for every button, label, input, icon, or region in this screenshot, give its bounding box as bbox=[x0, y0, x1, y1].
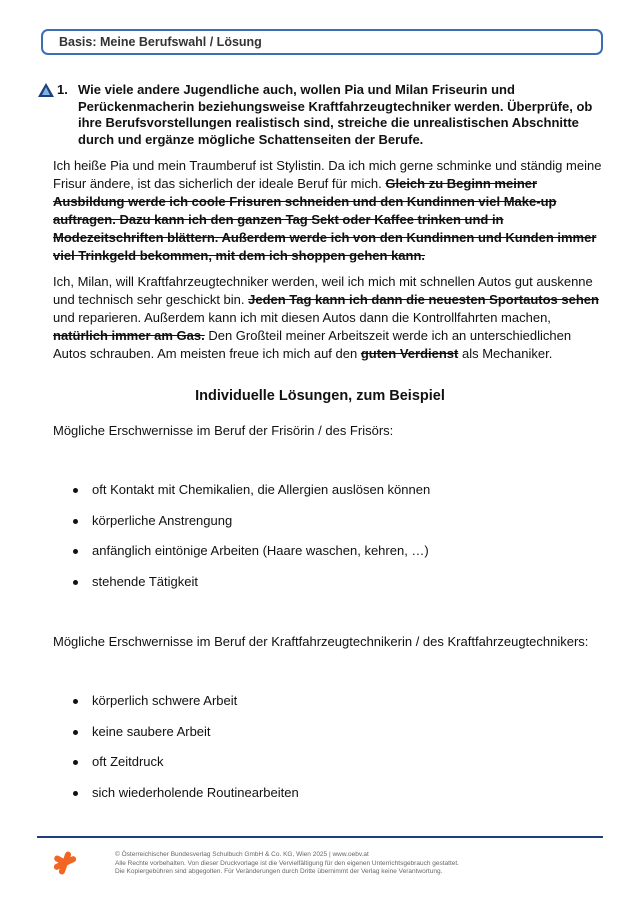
list-item bbox=[73, 513, 430, 544]
footer-line-2: Alle Rechte vorbehalten. Von dieser Druckvorlage ist die Vervielfältigung für den eigenen Unterrichtsgebrauch gestattet. bbox=[115, 859, 459, 867]
list-item bbox=[73, 785, 299, 816]
struck-text: Gleich zu Beginn meiner Ausbildung werde ich coole Frisuren schneiden und den Kundinnen viel Make-up auftragen. Dazu kann ich den ganzen Tag Sekt oder Kaffee trinken und in Modezeitschriften blättern. Außerdem werde ich von den Kundinnen und Kunden immer viel Trinkgeld bekommen, mit dem ich shoppen gehen kann. bbox=[53, 176, 597, 263]
paragraph-milan bbox=[53, 273, 603, 363]
list-item-text: keine saubere Arbeit bbox=[92, 723, 211, 739]
struck-text: Jeden Tag kann ich dann die neuesten Sportautos sehen bbox=[248, 292, 599, 307]
paragraph-text: und reparieren. Außerdem kann ich mit diesen Autos dann die Kontrollfahrten machen, bbox=[53, 310, 551, 325]
header-box bbox=[41, 29, 603, 55]
paragraph-text: Ich heiße Pia und mein Traumberuf ist Stylistin. Da ich mich gerne schminke und ständig meine Frisur ändere, ist das sicherlich der ideale Beruf für mich. bbox=[53, 158, 602, 191]
solutions-heading-hairdresser: Mögliche Erschwernisse im Beruf der Frisörin / des Frisörs: bbox=[53, 423, 394, 438]
list-item bbox=[73, 724, 299, 755]
footer-divider bbox=[37, 836, 603, 838]
footer-copyright bbox=[115, 851, 459, 877]
list-item-text: stehende Tätigkeit bbox=[92, 573, 198, 589]
bullet-icon bbox=[73, 760, 78, 765]
list-item-text: sich wiederholende Routinearbeiten bbox=[92, 784, 299, 800]
bullet-icon bbox=[73, 519, 78, 524]
list-item bbox=[73, 693, 299, 724]
struck-text: guten Verdienst bbox=[360, 346, 459, 361]
paragraph-text: Den Großteil meiner Arbeitszeit werde ich an unterschiedlichen Autos schrauben. Am meisten freue ich mich auf den bbox=[53, 328, 572, 361]
bullet-icon bbox=[73, 730, 78, 735]
task-instruction: Wie viele andere Jugendliche auch, wollen Pia und Milan Friseurin und Perückenmacherin beziehungsweise Kraftfahrzeugtechniker werden. Überprüfe, ob ihre Berufsvorstellungen realistisch sind, streiche die unrealistischen Abschnitte durch und ergänze mögliche Schattenseiten der Berufe. bbox=[78, 82, 593, 147]
list-item bbox=[73, 482, 430, 513]
solutions-heading-mechanic: Mögliche Erschwernisse im Beruf der Kraftfahrzeugtechnikerin / des Kraftfahrzeugtechnikers: bbox=[53, 634, 589, 649]
warning-triangle-icon bbox=[38, 83, 54, 97]
bullet-list-hairdresser bbox=[73, 482, 430, 604]
struck-text: natürlich immer am Gas. bbox=[53, 328, 205, 343]
list-item bbox=[73, 574, 430, 605]
bullet-icon bbox=[73, 699, 78, 704]
list-item bbox=[73, 754, 299, 785]
bullet-list-mechanic bbox=[73, 693, 299, 815]
paragraph-text: als Mechaniker. bbox=[458, 346, 553, 361]
list-item bbox=[73, 543, 430, 574]
bullet-icon bbox=[73, 791, 78, 796]
bullet-icon bbox=[73, 580, 78, 585]
oebv-logo-icon bbox=[52, 850, 78, 876]
list-item-text: oft Zeitdruck bbox=[92, 754, 164, 769]
paragraph-text: Ich, Milan, will Kraftfahrzeugtechniker werden, weil ich mich mit schnellen Autos gut auskenne und technisch sehr geschickt bin. bbox=[53, 274, 593, 307]
task-number: 1. bbox=[57, 82, 68, 97]
bullet-icon bbox=[73, 549, 78, 554]
footer-line-1: © Österreichischer Bundesverlag Schulbuch GmbH & Co. KG, Wien 2025 | www.oebv.at bbox=[115, 851, 369, 858]
list-item-text: anfänglich eintönige Arbeiten (Haare waschen, kehren, …) bbox=[92, 543, 429, 558]
bullet-icon bbox=[73, 488, 78, 493]
list-item-text: körperlich schwere Arbeit bbox=[92, 693, 238, 708]
solutions-title: Individuelle Lösungen, zum Beispiel bbox=[195, 388, 445, 404]
list-item-text: körperliche Anstrengung bbox=[92, 512, 233, 528]
paragraph-pia bbox=[53, 157, 603, 265]
page-title: Basis: Meine Berufswahl / Lösung bbox=[59, 35, 262, 49]
footer-line-3: Die Kopiergebühren sind abgegolten. Für Veränderungen durch Dritte übernimmt der Verlag keine Verantwortung. bbox=[115, 868, 443, 875]
list-item-text: oft Kontakt mit Chemikalien, die Allergien auslösen können bbox=[92, 482, 431, 497]
